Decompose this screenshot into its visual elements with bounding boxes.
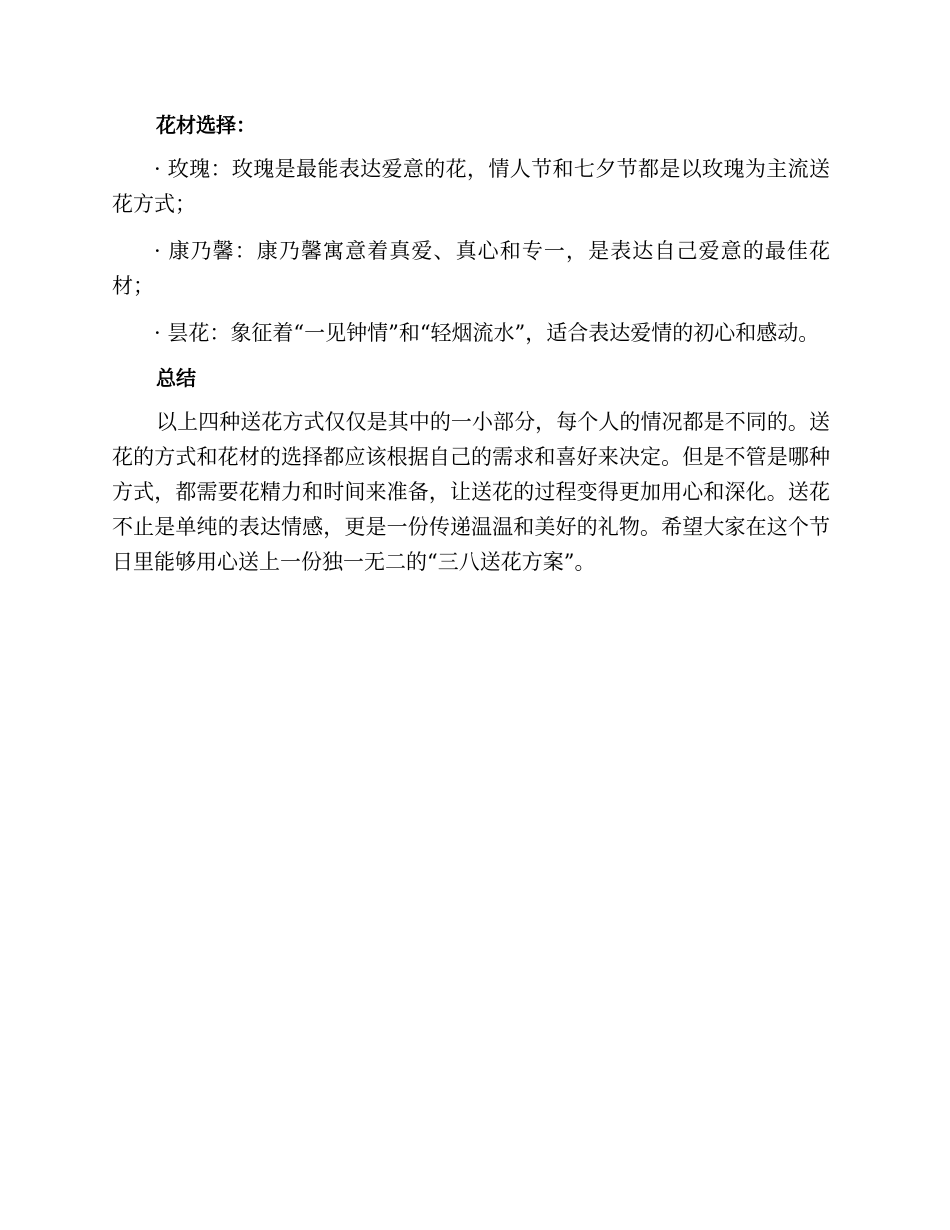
summary-paragraph: 以上四种送花方式仅仅是其中的一小部分，每个人的情况都是不同的。送花的方式和花材的选择都应该根据自己的需求和喜好来决定。但是不管是哪种方式，都需要花精力和时间来准备，让送花的过程变得更加用心和深化。送花不止是单纯的表达情感，更是一份传递温温和美好的礼物。希望大家在这个节日里能够用心送上一份独一无二的“三八送花方案”。 bbox=[112, 410, 830, 574]
list-item-epiphyllum: · 昙花：象征着“一见钟情”和“轻烟流水”，适合表达爱情的初心和感动。 bbox=[154, 321, 820, 345]
document-body bbox=[112, 110, 830, 592]
section-heading-summary: 总结 bbox=[156, 366, 196, 390]
section-heading-flower-choice: 花材选择： bbox=[156, 113, 256, 137]
list-item-carnation: · 康乃馨：康乃馨寓意着真爱、真心和专一，是表达自己爱意的最佳花材； bbox=[112, 239, 830, 298]
list-item-rose: · 玫瑰：玫瑰是最能表达爱意的花，情人节和七夕节都是以玫瑰为主流送花方式； bbox=[112, 157, 830, 216]
